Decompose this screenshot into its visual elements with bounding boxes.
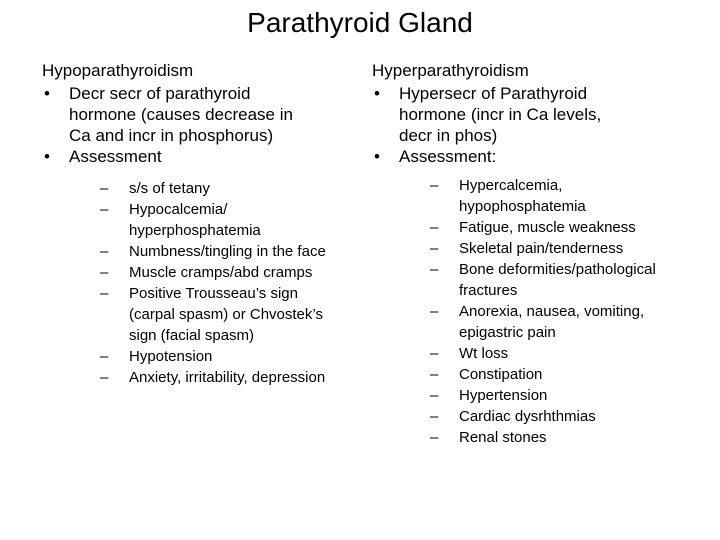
left-bullet xyxy=(42,146,352,388)
right-sub-item xyxy=(399,427,682,448)
right-bullet-text: hormone (incr in Ca levels, xyxy=(399,105,602,124)
right-bullet xyxy=(372,146,682,448)
dash-icon: – xyxy=(100,180,109,197)
left-bullet-text: hormone (causes decrease in xyxy=(69,105,293,124)
right-bullet-text: Hypersecr of Parathyroid xyxy=(399,84,588,103)
dash-icon: – xyxy=(430,345,439,362)
right-sub-item xyxy=(399,259,682,301)
bullet-icon: • xyxy=(44,147,50,166)
dash-icon: – xyxy=(430,387,439,404)
dash-icon: – xyxy=(100,264,109,281)
right-sub-text: Wt loss xyxy=(459,345,509,362)
right-bullet-text: Assessment: xyxy=(399,147,497,166)
left-sub-item xyxy=(69,346,352,367)
right-sub-item xyxy=(399,343,682,364)
dash-icon: – xyxy=(430,303,439,320)
left-bullet-list xyxy=(42,83,352,388)
right-heading: Hyperparathyroidism xyxy=(372,61,529,80)
right-sub-item xyxy=(399,301,682,343)
left-sub-text: Hypocalcemia/ xyxy=(129,201,228,218)
right-sub-text: Skeletal pain/tenderness xyxy=(459,240,624,257)
right-sub-text: hypophosphatemia xyxy=(459,198,586,215)
left-sub-text: s/s of tetany xyxy=(129,180,210,197)
bullet-icon: • xyxy=(374,147,380,166)
right-sub-text: Constipation xyxy=(459,366,543,383)
right-sub-item xyxy=(399,175,682,217)
left-sub-text: Anxiety, irritability, depression xyxy=(129,369,326,386)
left-sub-item xyxy=(69,178,352,199)
dash-icon: – xyxy=(430,240,439,257)
left-sub-text: Muscle cramps/abd cramps xyxy=(129,264,313,281)
right-sub-text: Cardiac dysrhthmias xyxy=(459,408,596,425)
left-sub-item xyxy=(69,199,352,241)
dash-icon: – xyxy=(430,408,439,425)
right-sub-item xyxy=(399,385,682,406)
right-sub-item xyxy=(399,238,682,259)
dash-icon: – xyxy=(100,201,109,218)
left-sub-text: sign (facial spasm) xyxy=(129,327,255,344)
dash-icon: – xyxy=(100,369,109,386)
left-sub-text: Positive Trousseau’s sign xyxy=(129,285,298,302)
bullet-icon: • xyxy=(44,84,50,103)
right-sub-text: epigastric pain xyxy=(459,324,556,341)
left-heading: Hypoparathyroidism xyxy=(42,61,194,80)
right-sub-text: fractures xyxy=(459,282,518,299)
left-sub-text: Numbness/tingling in the face xyxy=(129,243,326,260)
dash-icon: – xyxy=(100,243,109,260)
left-sub-item xyxy=(69,367,352,388)
left-sub-item xyxy=(69,283,352,346)
right-sub-text: Hypertension xyxy=(459,387,548,404)
dash-icon: – xyxy=(430,429,439,446)
left-bullet xyxy=(42,83,352,146)
right-bullet xyxy=(372,83,682,146)
bullet-icon: • xyxy=(374,84,380,103)
slide-title: Parathyroid Gland xyxy=(247,7,473,38)
left-sub-list xyxy=(69,178,352,388)
dash-icon: – xyxy=(430,261,439,278)
left-bullet-text: Assessment xyxy=(69,147,162,166)
left-column xyxy=(42,58,352,388)
dash-icon: – xyxy=(430,366,439,383)
left-sub-text: Hypotension xyxy=(129,348,213,365)
right-column xyxy=(372,58,682,448)
right-sub-text: Anorexia, nausea, vomiting, xyxy=(459,303,645,320)
right-bullet-list xyxy=(372,83,682,448)
dash-icon: – xyxy=(100,348,109,365)
left-sub-item xyxy=(69,262,352,283)
right-sub-text: Renal stones xyxy=(459,429,547,446)
left-bullet-text: Decr secr of parathyroid xyxy=(69,84,251,103)
left-sub-text: hyperphosphatemia xyxy=(129,222,261,239)
left-sub-item xyxy=(69,241,352,262)
dash-icon: – xyxy=(430,219,439,236)
right-bullet-text: decr in phos) xyxy=(399,126,498,145)
right-sub-item xyxy=(399,406,682,427)
right-sub-item xyxy=(399,364,682,385)
right-sub-item xyxy=(399,217,682,238)
right-sub-list xyxy=(399,175,682,448)
left-sub-text: (carpal spasm) or Chvostek’s xyxy=(129,306,323,323)
dash-icon: – xyxy=(100,285,109,302)
dash-icon: – xyxy=(430,177,439,194)
right-sub-text: Fatigue, muscle weakness xyxy=(459,219,636,236)
left-bullet-text: Ca and incr in phosphorus) xyxy=(69,126,274,145)
right-sub-text: Hypercalcemia, xyxy=(459,177,563,194)
right-sub-text: Bone deformities/pathological xyxy=(459,261,656,278)
